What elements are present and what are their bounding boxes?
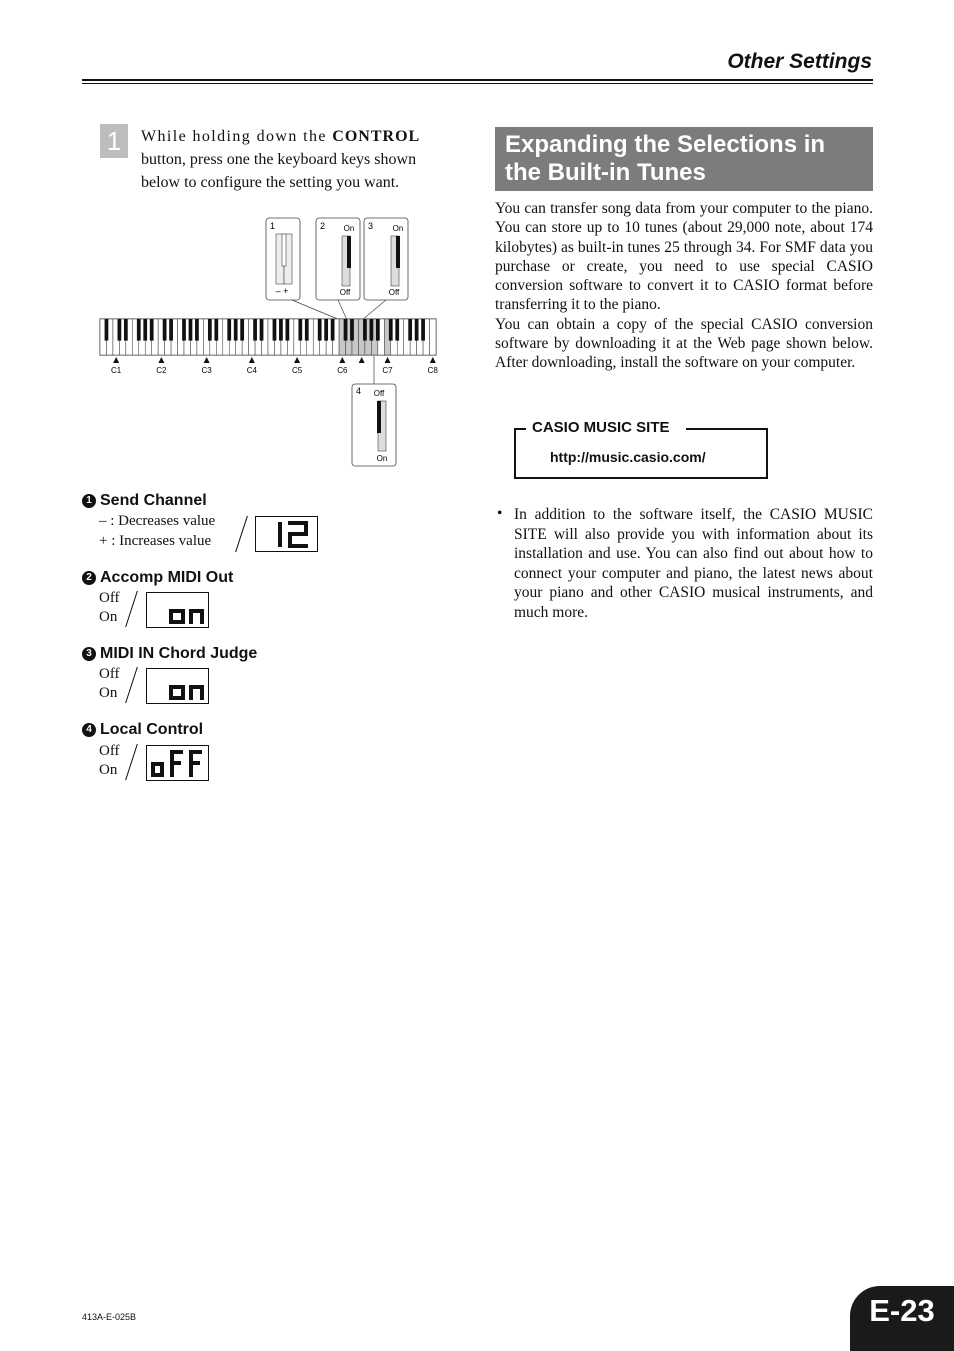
black-key [324,319,328,341]
black-key [279,319,283,341]
callout-top-4: Off [373,389,385,398]
octave-markers [111,357,438,375]
callout-bottom-4: On [376,454,388,463]
setting-title-accomp-midi-out: 2 Accomp MIDI Out [82,569,233,587]
octave-marker [385,357,391,363]
setting-option-on: On [99,685,118,701]
callout-top-2: On [343,224,355,233]
black-key [208,319,212,341]
black-key [195,319,199,341]
callout-bottom-2: Off [339,288,351,297]
octave-label: C5 [291,366,303,375]
black-key [344,319,348,341]
white-key [430,319,436,355]
octave-marker [249,357,255,363]
section-heading: Expanding the Selections in the Built-in Tunes [495,127,873,191]
setting-title-midi-in-chord-judge: 3 MIDI IN Chord Judge [82,645,257,663]
divider-slash [125,591,138,627]
black-key [189,319,193,341]
setting-title-send-channel: 1 Send Channel [82,492,207,510]
callout-num-2: 2 [320,221,326,231]
black-key [331,319,335,341]
black-key [143,319,147,341]
keyboard-diagram [96,214,446,470]
section-body [495,199,873,373]
octave-label: C4 [246,366,257,375]
black-key [350,319,354,341]
black-key [137,319,141,341]
setting-option-on: On [99,762,118,778]
bullet-text: In addition to the software itself, the CASIO MUSIC SITE will also provide you with information about its installation and use. You can also find out about how to connect your computer and piano, the latest news about your piano and other CASIO musical instruments, and much more. [514,506,873,621]
black-key [286,319,290,341]
page-number: E-23 [850,1286,954,1351]
divider-slash [235,516,248,552]
setting-option-off: Off [99,666,120,682]
callout-num-1: 1 [270,221,276,231]
black-key [370,319,374,341]
black-key [234,319,238,341]
black-key [214,319,218,341]
black-key [150,319,154,341]
black-key [240,319,244,341]
setting-option-off: Off [99,590,120,606]
octave-label: C6 [337,366,348,375]
black-key [253,319,257,341]
black-key [105,319,109,341]
setting-desc-decrease: – : Decreases value [99,513,216,529]
octave-marker [204,357,210,363]
box-border [686,428,766,430]
section-title: Other Settings [727,50,872,73]
header-rule [82,79,873,81]
lcd-display-send-channel [255,516,318,552]
casio-site-url[interactable]: http://music.casio.com/ [550,449,706,465]
black-key [118,319,122,341]
octave-label: C3 [201,366,212,375]
box-border [514,428,526,430]
lcd-display-midi-in-chord-judge [146,668,209,704]
setting-option-on: On [99,609,118,625]
bullet-mark: • [497,505,503,522]
octave-marker [339,357,345,363]
black-key [124,319,128,341]
black-key [395,319,399,341]
octave-label: C2 [156,366,167,375]
lcd-display-accomp-midi-out [146,592,209,628]
black-key [305,319,309,341]
octave-marker [113,357,119,363]
black-key [227,319,231,341]
setting-desc-increase: + : Increases value [99,533,212,549]
black-key [389,319,393,341]
black-key [415,319,419,341]
callout-num-3: 3 [368,221,374,231]
octave-label: C7 [382,366,393,375]
casio-site-label: CASIO MUSIC SITE [532,419,670,436]
black-key [363,319,367,341]
setting-title-local-control: 4 Local Control [82,721,203,739]
black-key [273,319,277,341]
paragraph-transfer: You can transfer song data from your computer to the piano. You can store up to 10 tunes (about 29,000 note, about 174 kilobytes) as built-in tunes 25 through 34. For SMF data you purchase or create, you need to use special CASIO conversion software to convert it to CASIO format before transferring it to the piano. [495,200,873,314]
black-key [260,319,264,341]
lcd-display-local-control [146,745,209,781]
header-rule-thin [82,83,873,84]
document-code: 413A-E-025B [82,1312,137,1322]
octave-marker [430,357,436,363]
black-key [318,319,322,341]
black-key [169,319,173,341]
black-key [421,319,425,341]
black-key [298,319,302,341]
callout-num-4: 4 [356,386,362,396]
black-key [376,319,380,341]
step-instruction: While holding down the CONTROL button, press one the keyboard keys shown below to configure the setting you want. [141,128,421,191]
black-key [408,319,412,341]
callout-bottom-1: – + [275,286,289,296]
control-key-label: CONTROL [332,128,421,145]
octave-marker [158,357,164,363]
black-key [182,319,186,341]
step-number: 1 [100,124,128,158]
callout-bottom-3: Off [388,288,400,297]
setting-option-off: Off [99,743,120,759]
divider-slash [125,744,138,780]
divider-slash [125,667,138,703]
octave-label: C8 [427,366,438,375]
paragraph-download: You can obtain a copy of the special CASIO conversion software by downloading it at the Web page shown below. After downloading, install the software on your computer. [495,315,873,372]
black-key [163,319,167,341]
callout-top-3: On [392,224,404,233]
octave-marker [294,357,300,363]
octave-marker [359,357,365,363]
octave-label: C1 [111,366,122,375]
